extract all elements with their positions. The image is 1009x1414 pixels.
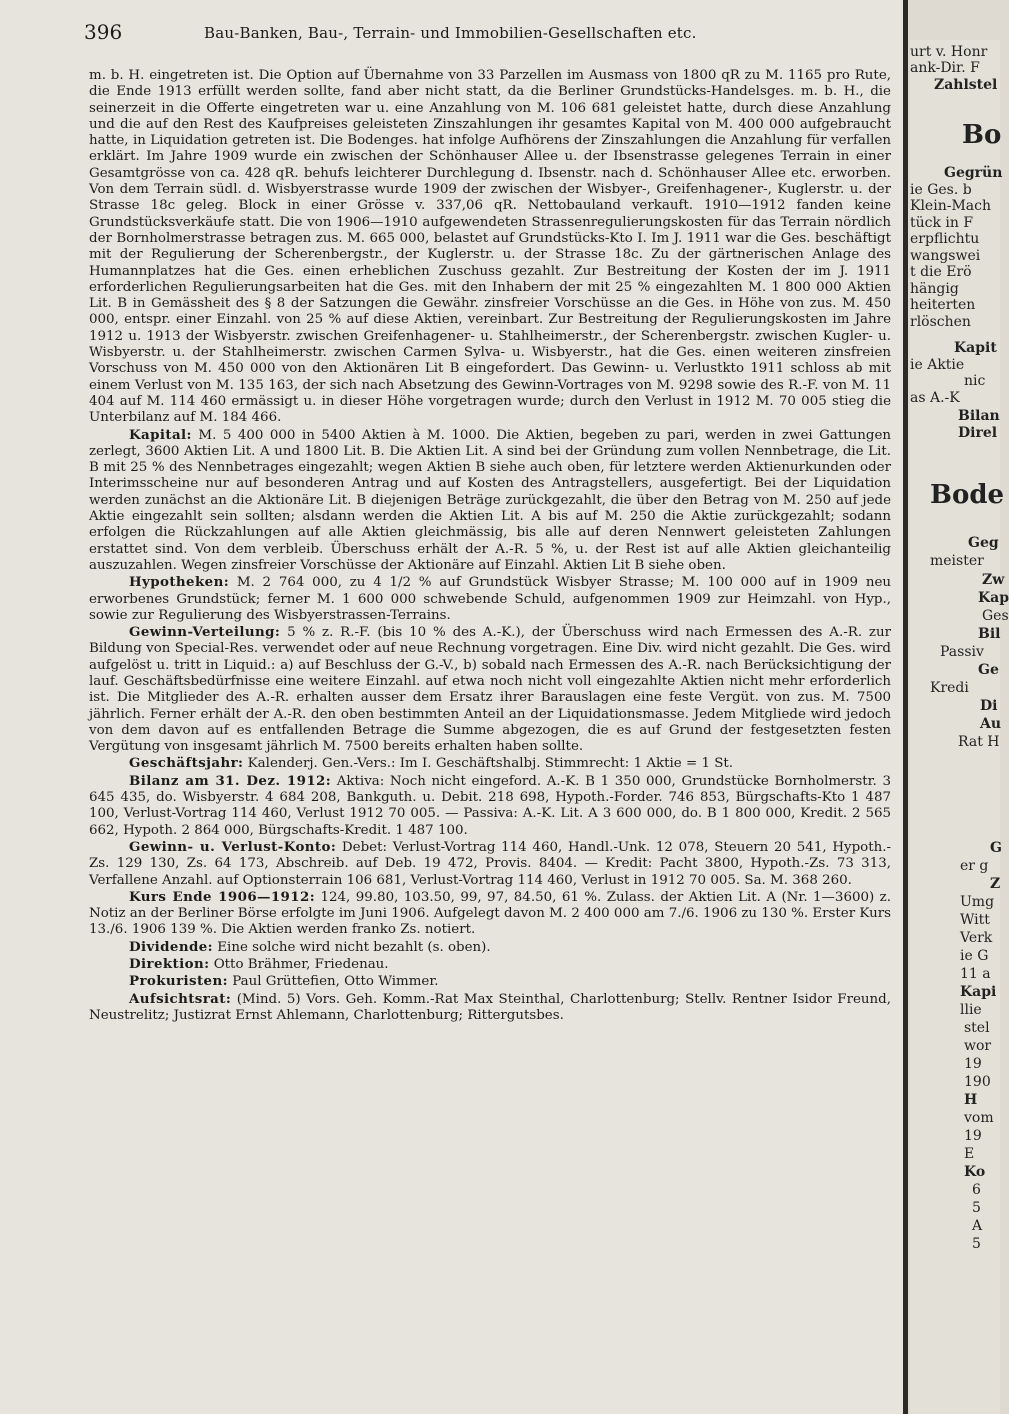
paragraph-text: 124, 99.80, 103.50, 99, 97, 84.50, 61 %. Zulass. der Aktien Lit. A (Nr. 1—3600) z. Notiz an der Berliner Börse erfolgte im Juni 1906. Aufgelegt davon M. 2 400 000 am 7./6. 1906 zu 130 %. Erster Kurs 13./6. 1906 139 %. Die Aktien werden franko Zs. notiert. [89,889,891,938]
fragment-line: 5 [972,1236,981,1252]
fragment-line: Ges [982,608,1009,624]
fragment-line: Bo [962,120,1002,150]
fragment-line: er g [960,858,989,874]
fragment-line: Au [980,716,1002,732]
fragment-line: Geg [968,535,999,551]
fragment-line: llie [960,1002,982,1018]
paragraph-aufsichtsrat [89,991,891,1025]
fragment-line: A [972,1218,983,1234]
fragment-line: Kapi [960,984,997,1000]
fragment-line: 5 [972,1200,981,1216]
fragment-line: Klein-Mach [910,198,991,214]
fragment-line: ank-Dir. F [910,60,980,76]
paragraph-text: M. 2 764 000, zu 4 1/2 % auf Grundstück Wisbyer Strasse; M. 100 000 auf in 1909 neu erworbenes Grundstück; ferner M. 1 600 000 schwebende Schuld, aufgenommen 1909 zur Heimzahl. von Hyp., sowie zur Regulierung des Wisbyerstrassen-Terrains. [89,575,891,623]
paragraph-gewinn-verlust-konto [89,839,891,889]
section-label: Kurs Ende 1906—1912: [129,888,316,905]
fragment-line: Umg [960,894,995,910]
fragment-line: Z [990,876,1001,892]
paragraph-intro [89,68,891,427]
fragment-line: Kredi [930,680,969,696]
paragraph-text: Kalenderj. Gen.-Vers.: Im I. Geschäftshalbj. Stimmrecht: 1 Aktie = 1 St. [247,756,734,772]
fragment-line: rlöschen [910,314,971,330]
fragment-line: Verk [960,930,993,946]
paragraph-text: m. b. H. eingetreten ist. Die Option auf Übernahme von 33 Parzellen im Ausmass von 1800 qR zu M. 1165 pro Rute, die Ende 1913 erfüllt werden sollte, fand aber nicht statt, da die Berliner Grundstücks-Handelsges. m. b. H., die seinerzeit in die Offerte eingetreten war u. eine Anzahlung von M. 106 681 geleistet hatte, durch diese Anzahlung und die auf den Rest des Kaufpreises geleisteten Zinszahlungen ihr gesamtes Kapital von M. 400 000 aufgebraucht hatte, in Liquidation getreten ist. Die Bodenges. hat infolge Aufhörens der Zinszahlungen die Anzahlung für verfallen erklärt. Im Jahre 1909 wurde ein zwischen der Schönhauser Allee u. der Ibsenstrasse gelegenes Terrain in einer Gesamtgrösse von ca. 428 qR. behufs leichterer Durchlegung d. Ibsenstr. nach d. Schönhauser Allee etc. erworben. Von dem Terrain südl. d. Wisbyerstrasse wurde 1909 der zwischen der Wisbyer-, Greifenhagener-, Kuglerstr. u. der Strasse 18c geleg. Block in einer Grösse v. 337,06 qR. Nettobauland verkauft. 1910—1912 fanden keine Grundstücksverkäufe statt. Die von 1906—1910 aufgewendeten Strassenregulierungskosten für das Terrain nördlich der Bornholmerstrasse betragen zus. M. 665 000, belastet auf Grundstücks-Kto I. Im J. 1911 war die Ges. beschäftigt mit der Regulierung der Scherenbergstr., der Kuglerstr. u. der Strasse 18c. Zu der gärtnerischen Anlage des Humannplatzes hat die Ges. einen erheblichen Zuschuss gezahlt. Zur Bestreitung der Kosten der im J. 1911 erforderlichen Regulierungsarbeiten hat die Ges. mit den Inhabern der mit 25 % eingezahlten M. 1 800 000 Aktien Lit. B in Gemässheit des § 8 der Satzungen die Gewähr. zinsfreier Vorschüsse an die Ges. in Höhe von zus. M. 450 000, entspr. einer Einzahl. von 25 % auf diese Aktien, vereinbart. Zur Bestreitung der Regulierungskosten im Jahre 1912 u. 1913 der Wisbyerstr. zwischen Greifenhagener- u. Stahlheimerstr., der Scherenbergstr. zwischen Kugler- u. Wisbyerstr. u. der Stahlheimerstr. zwischen Carmen Sylva- u. Wisbyerstr., hat die Ges. einen weiteren zinsfreien Vorschuss von M. 450 000 von den Aktionären Lit B eingefordert. Das Gewinn- u. Verlustkto 1911 schloss ab mit einem Verlust von M. 135 163, der sich nach Absetzung des Gewinn-Vortrages von M. 9298 sowie des R.-F. von M. 11 404 auf M. 114 460 ermässigt u. in dieser Höhe vorgetragen wurde; durch den Verlust in 1912 M. 70 005 stieg die Unterbilanz auf M. 184 466. [89,68,891,426]
fragment-line: 19 [964,1128,982,1144]
fragment-line: Ko [964,1164,986,1180]
section-label: Dividende: [129,938,214,955]
fragment-line: E [964,1146,975,1162]
fragment-line: t die Erö [910,264,972,280]
fragment-line: 11 a [960,966,991,982]
paragraph-geschaeftsjahr [89,755,891,772]
paragraph-text: M. 5 400 000 in 5400 Aktien à M. 1000. Die Aktien, begeben zu pari, werden in zwei Gattungen zerlegt, 3600 Aktien Lit. A und 1800 Lit. B. Die Aktien Lit. A sind bei der Gründung zum vollen Nennbetrage, die Lit. B mit 25 % des Nennbetrages eingezahlt; wegen Aktien B siehe auch oben, für letztere werden Aktienurkunden oder Interimsscheine nur auf besonderen Antrag und auf Kosten des Antragstellers, ausgefertigt. Bei der Liquidation werden zunächst an die Aktionäre Lit. B diejenigen Beträge zurückgezahlt, die über den Betrag von M. 250 auf jede Aktie eingezahlt sein sollten; alsdann werden die Aktien Lit. A bis auf M. 250 die Aktie zurückgezahlt; sodann erfolgen die Rückzahlungen auf alle Aktien gleichmässig, bis alle auf deren Nennwert geleisteten Zahlungen erstattet sind. Von dem verbleib. Überschuss erhält der A.-R. 5 %, u. der Rest ist auf alle Aktien gleichanteilig auszuzahlen. Wegen zinsfreier Vorschüsse der Aktionäre auf Einzahl. Aktien Lit B siehe oben. [89,427,891,573]
paragraph-bilanz [89,773,891,839]
fragment-line: as A.-K [910,390,960,406]
fragment-line: Zahlstel [934,77,998,93]
section-label: Kapital: [129,426,192,443]
page-gutter [903,0,908,1414]
paragraph-dividende [89,939,891,956]
fragment-line: Rat H [958,734,1000,750]
fragment-line: meister [930,553,984,569]
fragment-line: Kapit [954,340,997,356]
fragment-line: Passiv [940,644,984,660]
adjacent-page-fragment [910,40,1009,1414]
paragraph-text: Eine solche wird nicht bezahlt (s. oben). [217,939,491,955]
fragment-line: 6 [972,1182,981,1198]
paragraph-prokuristen [89,973,891,990]
fragment-line: heiterten [910,297,976,313]
fragment-line: hängig [910,281,959,297]
section-label: Hypotheken: [129,574,230,591]
paragraph-text: Debet: Verlust-Vortrag 114 460, Handl.-Unk. 12 078, Steuern 20 541, Hypoth.-Zs. 129 130, Zs. 64 173, Abschreib. auf Deb. 19 472, Provis. 8404. — Kredit: Pacht 3800, Hypoth.-Zs. 73 313, Verfallene Anzahl. auf Optionsterrain 106 681, Verlust-Vortrag 114 460, Verlust in 1912 70 005. Sa. M. 368 260. [89,839,891,888]
fragment-line: Kap [978,590,1009,606]
fragment-line: Witt [960,912,990,928]
fragment-line: Bode [930,480,1005,510]
paragraph-text: Otto Brähmer, Friedenau. [213,957,389,973]
fragment-line: ie Ges. b [910,182,972,198]
fragment-line: ie Aktie [910,357,965,373]
body-text [89,68,891,1024]
fragment-line: Di [980,698,998,714]
page-header [84,20,904,48]
paragraph-text: (Mind. 5) Vors. Geh. Komm.-Rat Max Steinthal, Charlottenburg; Stellv. Rentner Isidor Freund, Neustrelitz; Justizrat Ernst Ahlemann, Charlottenburg; Rittergutsbes. [89,991,891,1023]
fragment-line: wor [964,1038,992,1054]
section-label: Direktion: [129,956,210,973]
fragment-line: vom [964,1110,994,1126]
page-number: 396 [84,20,123,44]
paragraph-text: Paul Grüttefien, Otto Wimmer. [232,974,439,990]
section-label: Aufsichtsrat: [129,990,232,1007]
paragraph-gewinn-verteilung [89,624,891,755]
paragraph-kurs [89,889,891,939]
section-label: Gewinn- u. Verlust-Konto: [129,838,337,855]
section-label: Geschäftsjahr: [129,755,244,772]
fragment-line: erpflichtu [910,231,980,247]
fragment-line: stel [964,1020,990,1036]
section-label: Prokuristen: [129,973,228,990]
fragment-line: G [990,840,1002,856]
paragraph-direktion [89,956,891,973]
fragment-line: H [964,1092,978,1108]
fragment-line: ie G [960,948,989,964]
section-label: Gewinn-Verteilung: [129,624,281,641]
section-label: Bilanz am 31. Dez. 1912: [129,772,332,789]
paragraph-text: 5 % z. R.-F. (bis 10 % des A.-K.), der Überschuss wird nach Ermessen des A.-R. zur Bildung von Special-Res. verwendet oder auf neue Rechnung vorgetragen. Eine Div. wird nicht gezahlt. Die Ges. wird aufgelöst u. tritt in Liquid.: a) auf Beschluss der G.-V., b) sobald nach Ermessen des A.-R. nach Berücksichtigung der lauf. Geschäftsbedürfnisse eine weitere Einzahl. auf etwa noch nicht voll eingezahlte Aktien nicht mehr erforderlich ist. Die Mitglieder des A.-R. erhalten ausser dem Ersatz ihrer Barauslagen eine feste Vergüt. von zus. M. 7500 jährlich. Ferner erhält der A.-R. den oben bestimmten Anteil an der Liquidationsmasse. Jedem Mitgliede wird jedoch von dem davon auf es entfallenden Betrage die Summe abgezogen, die es auf Grund der festgesetzten festen Vergütung von insgesamt jährlich M. 7500 bereits erhalten haben sollte. [89,625,891,755]
fragment-line: 190 [964,1074,991,1090]
fragment-line: Bil [978,626,1001,642]
fragment-line: wangswei [910,248,981,264]
paragraph-text: Aktiva: Noch nicht eingeford. A.-K. B 1 350 000, Grundstücke Bornholmerstr. 3 645 435, do. Wisbyerstr. 4 684 208, Bankguth. u. Debit. 218 698, Hypoth.-Forder. 746 853, Bürgschafts-Kto 1 487 100, Verlust-Vortrag 114 460, Verlust 1912 70 005. — Passiva: A.-K. Lit. A 3 600 000, do. B 1 800 000, Kredit. 2 565 662, Hypoth. 2 864 000, Bürgschafts-Kredit. 1 487 100. [89,773,891,838]
fragment-line: 19 [964,1056,982,1072]
fragment-line: nic [964,373,986,389]
fragment-line: Direl [958,425,998,441]
fragment-line: Ge [978,662,999,678]
running-title: Bau-Banken, Bau-, Terrain- und Immobilien-Gesellschaften etc. [204,24,697,42]
fragment-line: Gegrün [944,165,1003,181]
paragraph-kapital [89,427,891,575]
fragment-line: urt v. Honr [910,44,988,60]
paragraph-hypotheken [89,574,891,624]
fragment-line: Bilan [958,408,1000,424]
fragment-line: Zw [982,572,1005,588]
fragment-line: tück in F [910,215,974,231]
